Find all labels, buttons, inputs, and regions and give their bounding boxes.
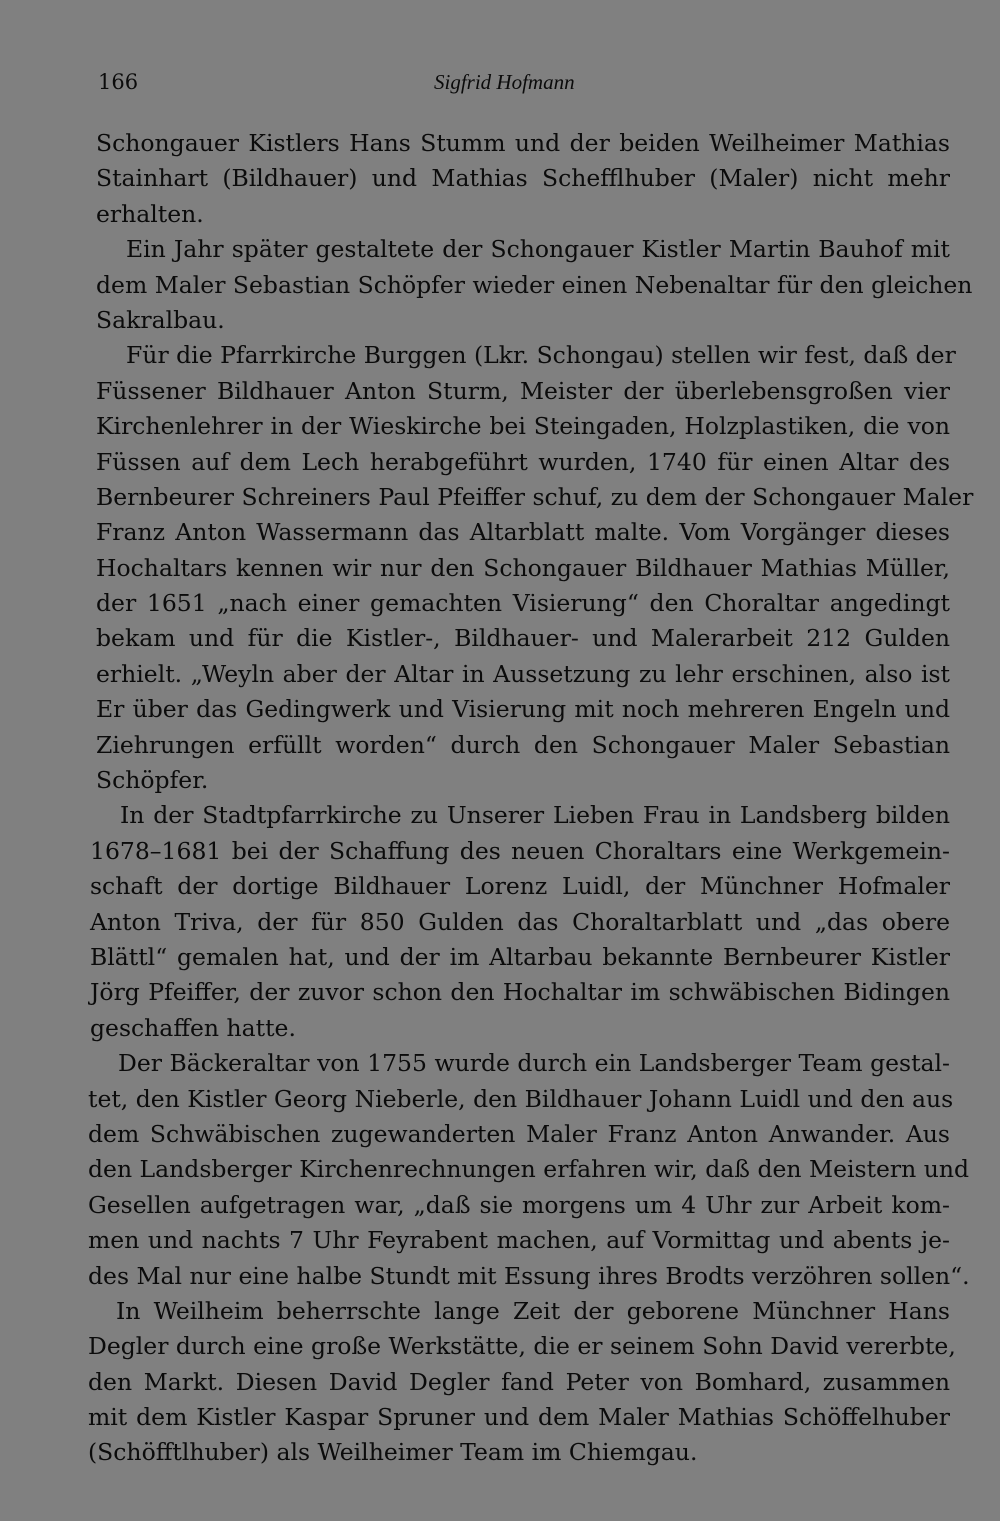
text-line: schaft der dortige Bildhauer Lorenz Luidl, der Münchner Hofmaler bbox=[90, 872, 950, 901]
paragraph-first-line: Ein Jahr später gestaltete der Schongauer Kistler Martin Bauhof mit bbox=[126, 235, 950, 264]
text-line: Schongauer Kistlers Hans Stumm und der beiden Weilheimer Mathias bbox=[96, 129, 950, 157]
text-line: dem Schwäbischen zugewanderten Maler Franz Anton Anwander. Aus bbox=[88, 1119, 950, 1148]
text-line: Bernbeurer Schreiners Paul Pfeiffer schuf, zu dem der Schongauer Maler bbox=[96, 482, 974, 511]
text-line: Anton Triva, der für 850 Gulden das Choraltarblatt und „das obere bbox=[90, 907, 950, 936]
text-line: Franz Anton Wassermann das Altarblatt malte. Vom Vorgänger dieses bbox=[96, 518, 950, 547]
text-line: tet, den Kistler Georg Nieberle, den Bildhauer Johann Luidl und den aus bbox=[88, 1084, 954, 1113]
paragraph-first-line: Der Bäckeraltar von 1755 wurde durch ein Landsberger Team gestal- bbox=[118, 1049, 950, 1078]
text-line: bekam und für die Kistler-, Bildhauer- und Malerarbeit 212 Gulden bbox=[96, 624, 950, 653]
text-line: Füssen auf dem Lech herabgeführt wurden, 1740 für einen Altar des bbox=[96, 447, 950, 476]
text-line: Kirchenlehrer in der Wieskirche bei Steingaden, Holzplastiken, die von bbox=[96, 412, 950, 441]
text-line: Gesellen aufgetragen war, „daß sie morgens um 4 Uhr zur Arbeit kom- bbox=[88, 1190, 950, 1219]
text-line: Sakralbau. bbox=[96, 305, 225, 334]
text-line: mit dem Kistler Kaspar Spruner und dem Maler Mathias Schöffelhuber bbox=[88, 1403, 950, 1432]
text-line: erhielt. „Weyln aber der Altar in Aussetzung zu lehr erschinen, also ist bbox=[96, 659, 950, 688]
text-line: Ziehrungen erfüllt worden“ durch den Schongauer Maler Sebastian bbox=[96, 730, 950, 759]
paragraph-first-line: In der Stadtpfarrkirche zu Unserer Lieben Frau in Landsberg bilden bbox=[120, 801, 950, 830]
paragraph-first-line: Für die Pfarrkirche Burggen (Lkr. Schongau) stellen wir fest, daß der bbox=[126, 341, 956, 370]
text-line: Stainhart (Bildhauer) und Mathias Schefflhuber (Maler) nicht mehr bbox=[96, 164, 950, 193]
text-line: erhalten. bbox=[96, 199, 204, 228]
text-line: der 1651 „nach einer gemachten Visierung“ den Choraltar angedingt bbox=[96, 589, 950, 618]
text-line: des Mal nur eine halbe Stundt mit Essung ihres Brodts verzöhren sollen“. bbox=[88, 1261, 970, 1290]
paragraph-first-line: In Weilheim beherrschte lange Zeit der geborene Münchner Hans bbox=[116, 1296, 950, 1325]
page-header bbox=[98, 70, 943, 106]
text-line: (Schöfftlhuber) als Weilheimer Team im Chiemgau. bbox=[88, 1438, 698, 1467]
text-line: Schöpfer. bbox=[96, 766, 209, 795]
text-line: Hochaltars kennen wir nur den Schongauer Bildhauer Mathias Müller, bbox=[96, 553, 950, 582]
text-line: dem Maler Sebastian Schöpfer wieder einen Nebenaltar für den gleichen bbox=[96, 270, 973, 299]
text-line: 1678–1681 bei der Schaffung des neuen Choraltars eine Werkgemein- bbox=[90, 836, 950, 865]
page-number: 166 bbox=[98, 70, 139, 94]
text-line: den Landsberger Kirchenrechnungen erfahren wir, daß den Meistern und bbox=[88, 1155, 970, 1184]
text-line: Füssener Bildhauer Anton Sturm, Meister der überlebensgroßen vier bbox=[96, 376, 950, 405]
running-head: Sigfrid Hofmann bbox=[434, 70, 575, 94]
text-line: Jörg Pfeiffer, der zuvor schon den Hochaltar im schwäbischen Bidingen bbox=[90, 978, 950, 1007]
text-line: den Markt. Diesen David Degler fand Peter von Bomhard, zusammen bbox=[88, 1367, 950, 1396]
text-line: Blättl“ gemalen hat, und der im Altarbau bekannte Bernbeurer Kistler bbox=[90, 942, 950, 971]
text-line: geschaffen hatte. bbox=[90, 1013, 296, 1042]
text-line: men und nachts 7 Uhr Feyrabent machen, auf Vormittag und abents je- bbox=[88, 1226, 950, 1255]
text-line: Degler durch eine große Werkstätte, die er seinem Sohn David vererbte, bbox=[88, 1332, 956, 1361]
text-line: Er über das Gedingwerk und Visierung mit noch mehreren Engeln und bbox=[96, 695, 950, 724]
body-text bbox=[88, 126, 974, 1471]
